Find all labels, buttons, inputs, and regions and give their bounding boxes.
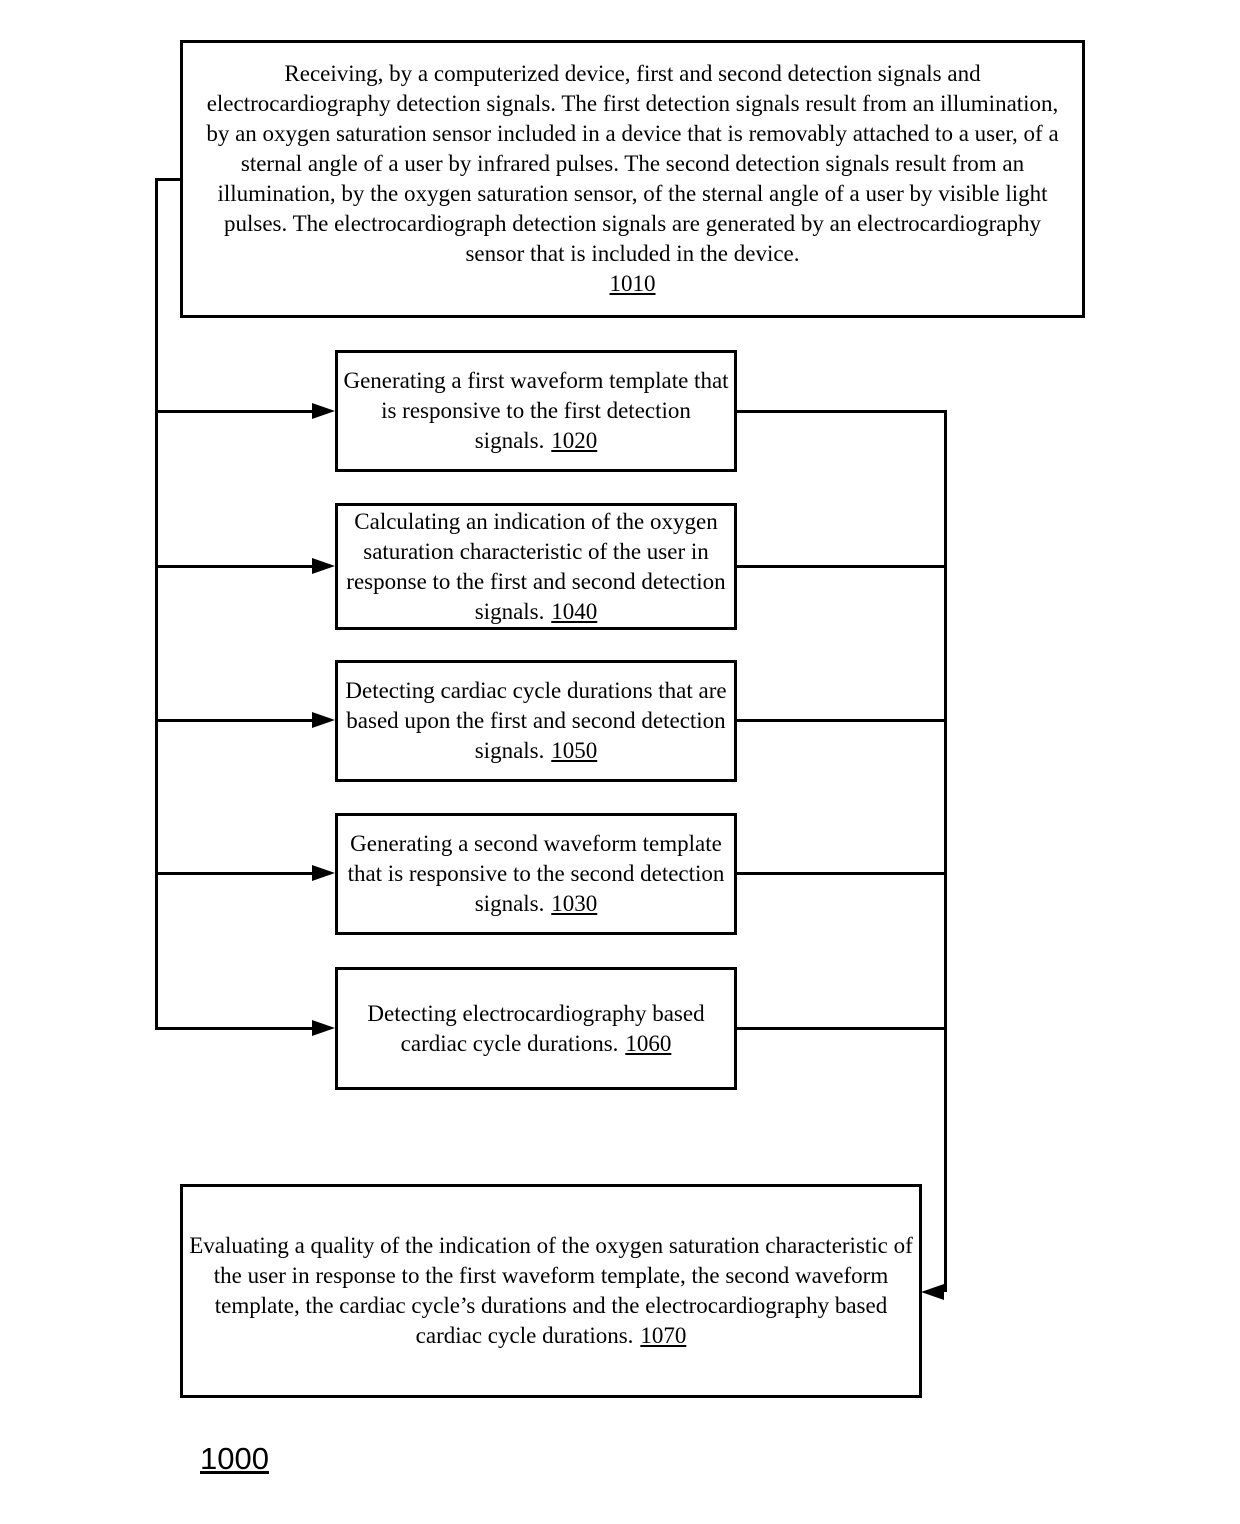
arrowhead-into-1050-icon	[312, 712, 335, 728]
arrowhead-into-1060-icon	[312, 1020, 335, 1036]
connector-branch-to-1040	[155, 565, 313, 568]
connector-right-trunk	[944, 410, 947, 1292]
step-1020-text: Generating a first waveform template that is responsive to the first detection signals.	[343, 368, 729, 453]
step-1010-ref-number: 1010	[609, 271, 656, 296]
step-1070-ref-number: 1070	[640, 1323, 687, 1348]
step-1020-paragraph	[338, 366, 734, 456]
step-1030-text: Generating a second waveform template that is responsive to the second detection signals.	[347, 831, 725, 916]
step-1050-paragraph	[338, 676, 734, 766]
step-box-1040	[335, 503, 737, 630]
step-box-1030	[335, 813, 737, 935]
step-1040-text: Calculating an indication of the oxygen saturation characteristic of the user in response to the first and second detection signals.	[346, 508, 726, 624]
connector-branch-to-1050	[155, 719, 313, 722]
step-1050-ref-number: 1050	[551, 738, 598, 763]
connector-out-of-1040	[735, 565, 947, 568]
step-1050-text: Detecting cardiac cycle durations that are based upon the first and second detection signals.	[345, 678, 727, 763]
arrowhead-into-1070-icon	[921, 1284, 944, 1300]
connector-left-trunk	[155, 178, 158, 1030]
connector-stub-from-1010	[155, 178, 183, 181]
step-1060-paragraph	[338, 999, 734, 1059]
figure-number-label: 1000	[200, 1441, 269, 1476]
step-1060-ref-number: 1060	[625, 1030, 672, 1056]
step-box-1050	[335, 660, 737, 782]
step-1040-ref-number: 1040	[551, 598, 598, 624]
step-1020-ref-number: 1020	[551, 428, 598, 453]
step-1070-paragraph	[183, 1231, 919, 1351]
step-box-1070	[180, 1184, 922, 1398]
connector-out-of-1050	[735, 719, 947, 722]
connector-out-of-1020	[735, 410, 947, 413]
connector-branch-to-1030	[155, 872, 313, 875]
connector-branch-to-1060	[155, 1027, 313, 1030]
arrowhead-into-1020-icon	[312, 403, 335, 419]
step-1060-text: Detecting electrocardiography based cardiac cycle durations.	[367, 1000, 705, 1056]
connector-out-of-1030	[735, 872, 947, 875]
step-box-1060	[335, 967, 737, 1090]
step-1040-paragraph	[338, 507, 734, 627]
step-1070-text: Evaluating a quality of the indication of the oxygen saturation characteristic of the user in response to the first waveform template, the second waveform template, the cardiac cycle’s durations and the electrocardiography based cardiac cycle durations.	[189, 1233, 913, 1348]
step-box-1020	[335, 350, 737, 472]
arrowhead-into-1040-icon	[312, 558, 335, 574]
arrowhead-into-1030-icon	[312, 865, 335, 881]
step-box-1010	[180, 40, 1085, 318]
connector-branch-to-1020	[155, 410, 313, 413]
connector-out-of-1060	[735, 1027, 947, 1030]
step-1010-text: Receiving, by a computerized device, first and second detection signals and electrocardiography detection signals. The first detection signals result from an illumination, by an oxygen saturation sensor included in a device that is removably attached to a user, of a sternal angle of a user by infrared pulses. The second detection signals result from an illumination, by the oxygen saturation sensor, of the sternal angle of a user by visible light pulses. The electrocardiograph detection signals are generated by an electrocardiography sensor that is included in the device.	[206, 61, 1059, 266]
step-1010-paragraph	[183, 59, 1082, 299]
step-1030-ref-number: 1030	[551, 891, 598, 916]
step-1030-paragraph	[338, 829, 734, 919]
